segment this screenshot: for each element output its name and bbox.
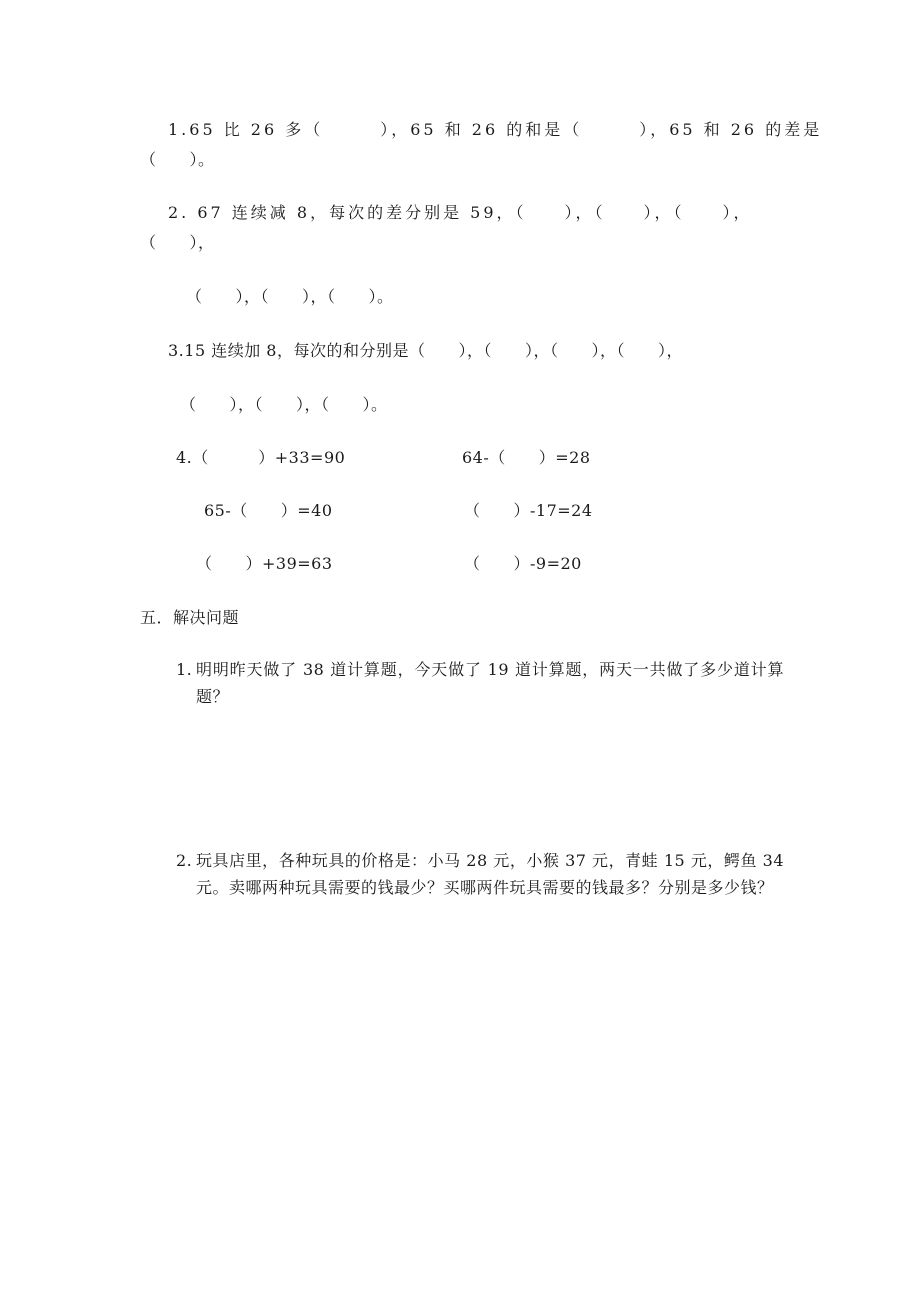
question-4-equation-2: 64-（ ）=28 xyxy=(462,448,591,467)
problem-2-text: 玩具店里，各种玩具的价格是：小马 28 元，小猴 37 元，青蛙 15 元，鳄鱼 34 元。卖哪两种玩具需要的钱最少？买哪两件玩具需要的钱最多？分别是多少钱？ xyxy=(196,851,784,897)
question-1-line-1: 1.65 比 26 多（ ），65 和 26 的和是（ ），65 和 26 的差是 xyxy=(168,120,823,139)
question-4-equation-1: 4.（ ）+33=90 xyxy=(176,448,346,467)
question-2-line-3: （ ），（ ），（ ）。 xyxy=(186,287,394,306)
question-4-equation-5: （ ）+39=63 xyxy=(196,554,333,573)
question-4-equation-6: （ ）-9=20 xyxy=(464,554,582,573)
problem-2-number: 2. xyxy=(176,851,193,870)
section-5-heading: 五．解决问题 xyxy=(140,608,240,627)
question-3-line-1: 3.15 连续加 8，每次的和分别是（ ），（ ），（ ），（ ）， xyxy=(168,341,683,360)
question-4-equation-4: （ ）-17=24 xyxy=(464,501,593,520)
question-1-line-2: （ ）。 xyxy=(140,150,215,169)
question-2-line-2: （ ）， xyxy=(140,233,215,252)
problem-1-text: 明明昨天做了 38 道计算题，今天做了 19 道计算题，两天一共做了多少道计算题？ xyxy=(196,660,784,706)
question-2-line-1: 2. 67 连续减 8，每次的差分别是 59，（ ），（ ），（ ）， xyxy=(168,203,753,222)
problem-1-number: 1. xyxy=(176,660,193,679)
question-3-line-2: （ ），（ ），（ ）。 xyxy=(180,395,388,414)
question-4-equation-3: 65-（ ）=40 xyxy=(204,501,333,520)
